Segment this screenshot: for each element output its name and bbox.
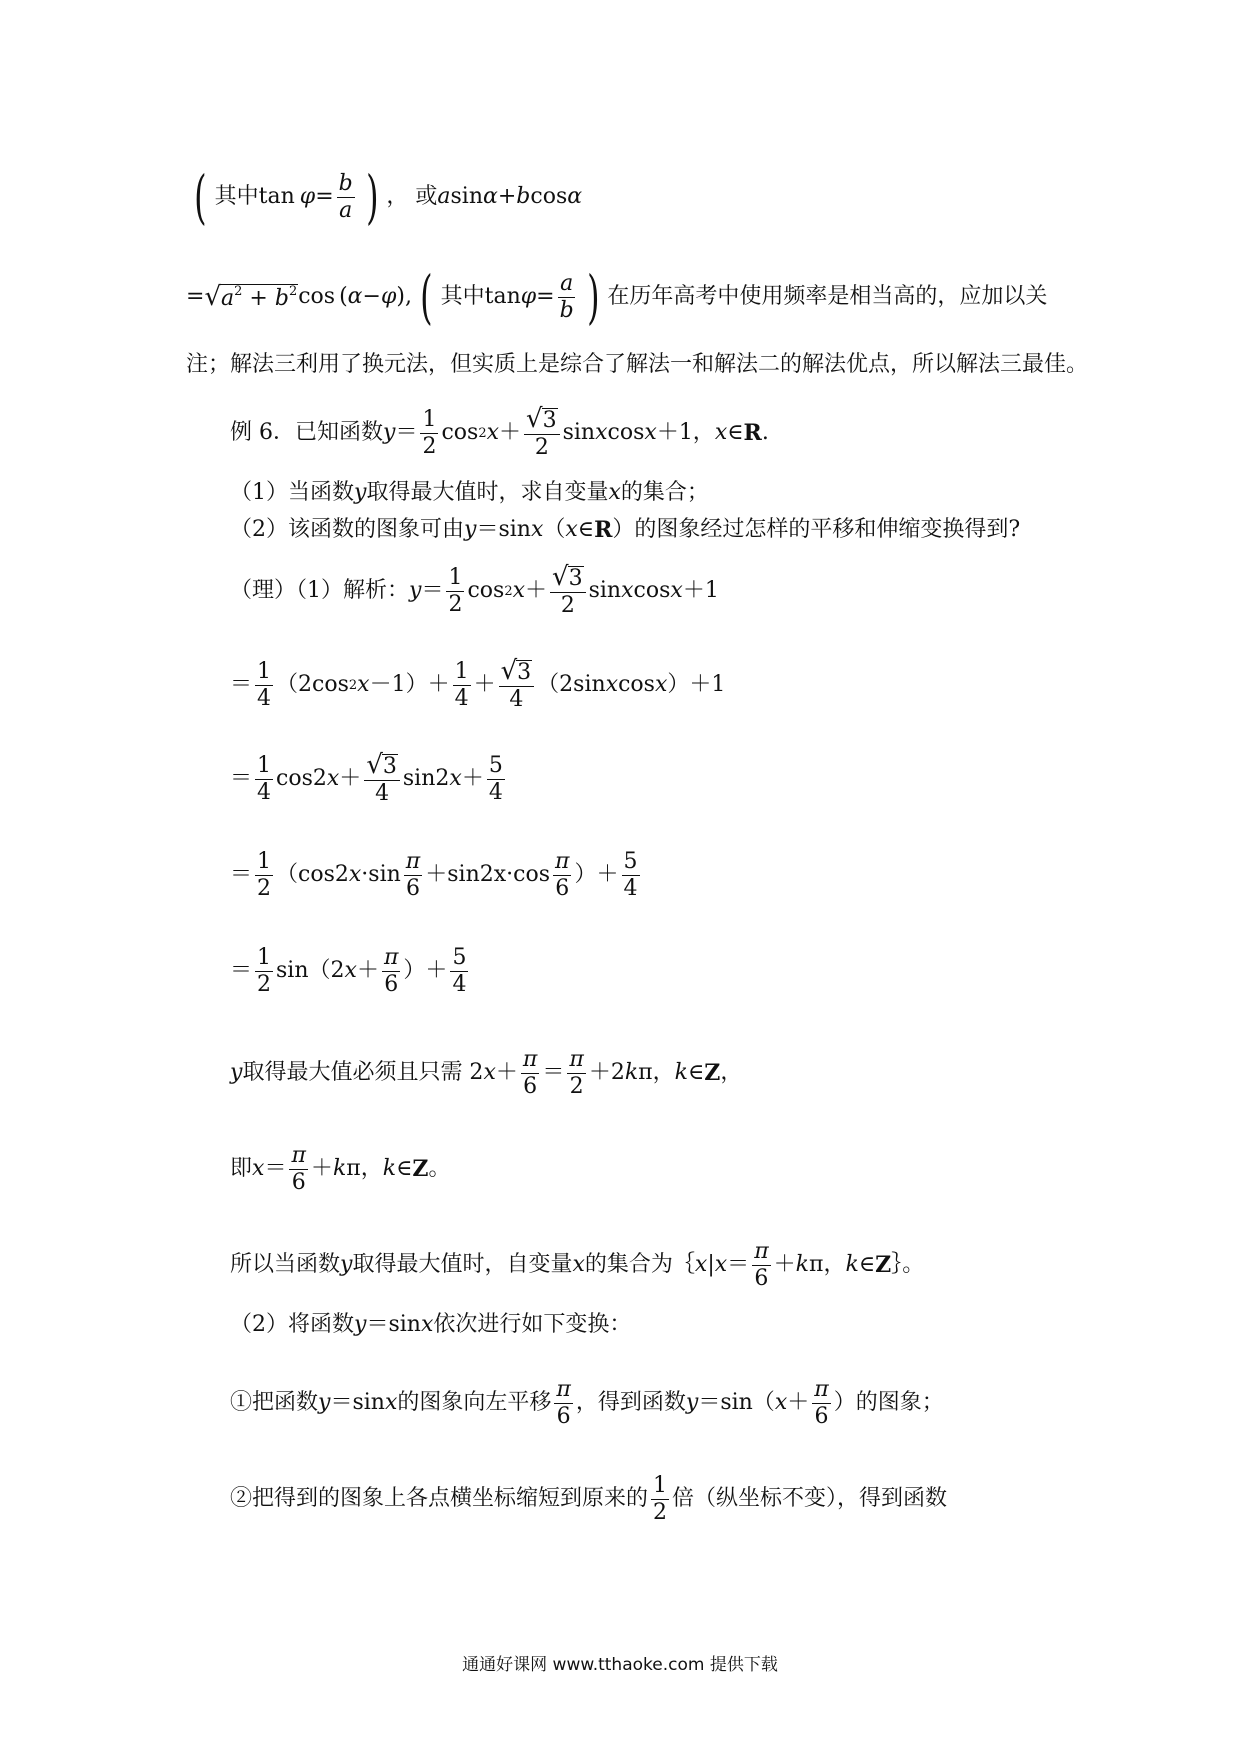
line-1: ( 其中 tan φ = $\frac{b}{a}$ ) ， 或 a sin α + b cos α bbox=[194, 163, 583, 231]
footer: 通通好课网 www.tthaoke.com 提供下载 bbox=[462, 1655, 778, 1675]
line-2: = √ $a^2 + b^2$ cos ( α − φ ) , ( 其中 tan φ = $\frac{a}{b}$ ) 在历年高考中使用频率是相当高的，应加以关 bbox=[186, 263, 1048, 331]
solution-line-3: ＝ 1 4 cos2 x ＋ √ 3 4 sin2 x ＋ 5 4 bbox=[230, 750, 503, 806]
question-2: （2）该函数的图象可由 y ＝sin x （ x ∈ R ）的图象经过怎样的平移和伸缩变换得到? bbox=[230, 517, 1021, 543]
x-solution: 即 x ＝ π 6 ＋ k π， k ∈ Z 。 bbox=[230, 1143, 451, 1195]
left-paren: ( bbox=[420, 263, 433, 331]
solution-line-1: （理）（1）解析： y ＝ 1 2 cos 2 x ＋ √ 3 2 sin x cos x ＋1 bbox=[230, 562, 719, 618]
solution-set: 所以当函数 y 取得最大值时，自变量 x 的集合为｛ x | x ＝ π 6 ＋ k π， k ∈ Z ｝。 bbox=[230, 1239, 925, 1291]
question-1: （1）当函数 y 取得最大值时，求自变量 x 的集合； bbox=[230, 480, 709, 505]
right-paren: ) bbox=[586, 263, 600, 331]
step-2: ②把得到的图象上各点横坐标缩短到原来的 1 2 倍（纵坐标不变），得到函数 bbox=[230, 1473, 948, 1525]
line-3: 注；解法三利用了换元法，但实质上是综合了解法一和解法二的解法优点，所以解法三最佳。 bbox=[186, 352, 1089, 377]
right-paren: ) bbox=[365, 163, 379, 231]
part-2-intro: （2）将函数 y ＝sin x 依次进行如下变换： bbox=[230, 1312, 632, 1337]
step-1: ①把函数 y ＝sin x 的图象向左平移 π 6 ，得到函数 y ＝sin（ x ＋ π 6 ）的图象； bbox=[230, 1377, 944, 1429]
solution-line-2: ＝ 1 4 （2cos 2 x －1）＋ 1 4 ＋ √ 3 4 （2sin x cos x ）＋1 bbox=[230, 656, 726, 712]
solution-line-5: ＝ 1 2 sin（2 x ＋ π 6 ）＋ 5 4 bbox=[230, 945, 467, 997]
example-6: 例 6．已知函数 y ＝ 1 2 cos 2 x ＋ √ 3 2 sin x cos x ＋1， x ∈ R . bbox=[230, 404, 769, 460]
fraction: $\frac{b}{a}$ bbox=[338, 171, 353, 223]
fraction: $\frac{a}{b}$ bbox=[559, 271, 574, 323]
solution-line-4: ＝ 1 2 （cos2 x ·sin π 6 ＋sin2x·cos π 6 ）＋ 5 4 bbox=[230, 849, 638, 901]
sqrt: √ $a^2 + b^2$ bbox=[204, 282, 298, 313]
max-condition: y 取得最大值必须且只需 2 x ＋ π 6 ＝ π 2 ＋2 k π， k ∈ Z ， bbox=[230, 1047, 743, 1099]
left-paren: ( bbox=[194, 163, 207, 231]
